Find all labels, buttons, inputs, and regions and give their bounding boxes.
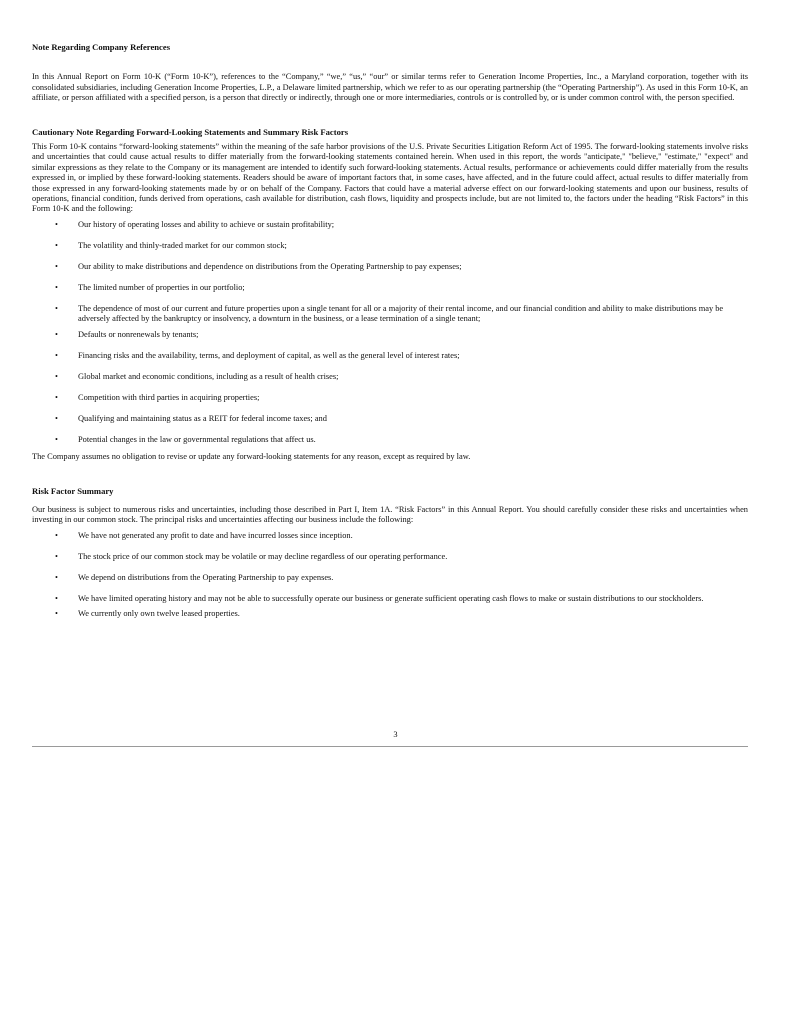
bullet-glyph: • bbox=[55, 572, 58, 582]
bullet-glyph: • bbox=[55, 392, 58, 402]
list-item bbox=[32, 304, 748, 325]
bullet-glyph: • bbox=[55, 413, 58, 423]
list-item bbox=[32, 220, 748, 230]
list-item bbox=[32, 552, 748, 562]
page-number: 3 bbox=[393, 730, 398, 739]
bullet-glyph: • bbox=[55, 240, 58, 250]
bullet-glyph: • bbox=[55, 219, 58, 229]
list-item bbox=[32, 372, 748, 382]
bullet-glyph: • bbox=[55, 303, 58, 313]
list-item-text: Our ability to make distributions and dependence on distributions from the Operating Partnership to pay expenses; bbox=[78, 261, 462, 271]
note-paragraph: In this Annual Report on Form 10-K (“Form 10-K”), references to the “Company,” “we,” “us,” “our” or similar terms refer to Generation Income Properties, Inc., a Maryland corporation, together with its consolidated subsidiaries, including Generation Income Properties, L.P., a Delaware limited partnership, which we refer to as our operating partnership (the “Operating Partnership”). As used in this Form 10-K, an affiliate, or person affiliated with a specified person, is a person that directly or indirectly, through one or more intermediaries, controls or is controlled by, or is under common control with, the person specified. bbox=[32, 72, 748, 103]
bullet-glyph: • bbox=[55, 434, 58, 444]
bullet-glyph: • bbox=[55, 350, 58, 360]
list-item-text: We have limited operating history and may not be able to successfully operate our business or generate sufficient operating cash flows to make or sustain distributions to our stockholders. bbox=[78, 593, 704, 603]
footer-divider bbox=[32, 746, 748, 747]
list-item bbox=[32, 609, 748, 619]
bullet-glyph: • bbox=[55, 530, 58, 540]
list-item bbox=[32, 351, 748, 361]
list-item bbox=[32, 435, 748, 445]
list-item-text: Our history of operating losses and ability to achieve or sustain profitability; bbox=[78, 219, 335, 229]
list-item-text: We currently only own twelve leased properties. bbox=[78, 609, 240, 619]
list-item-text: The limited number of properties in our portfolio; bbox=[78, 282, 245, 292]
list-item bbox=[32, 393, 748, 403]
list-item-text: The dependence of most of our current and future properties upon a single tenant for all or a majority of their rental income, and our financial condition and ability to make distributions may be adversely affected by the bankruptcy or insolvency, a downturn in the business, or a lease termination of a single tenant; bbox=[78, 303, 724, 324]
cautionary-paragraph: This Form 10-K contains “forward-looking statements” within the meaning of the safe harbor provisions of the U.S. Private Securities Litigation Reform Act of 1995. The forward-looking statements involve risks and uncertainties that could cause actual results to differ materially from the forward-looking statements contained herein. When used in this report, the words "anticipate," "believe," "estimate," "expect" and similar expressions as they relate to the Company or its management are intended to identify such forward-looking statements. Actual results, performance or achievements could differ materially from the results expressed in, or implied by these forward-looking statements. Readers should be aware of important factors that, in some cases, have affected, and in the future could affect, actual results to differ materially from those expressed in any forward-looking statements made by or on behalf of the Company. Factors that could have a material adverse effect on our forward-looking statements and upon our business, results of operations, financial condition, funds derived from operations, cash available for distribution, cash flows, liquidity and prospects include, but are not limited to, the factors under the heading “Risk Factors” in this Form 10-K and the following: bbox=[32, 142, 748, 214]
list-item-text: Competition with third parties in acquiring properties; bbox=[78, 392, 260, 402]
cautionary-heading: Cautionary Note Regarding Forward-Looking Statements and Summary Risk Factors bbox=[32, 126, 349, 137]
list-item-text: Financing risks and the availability, terms, and deployment of capital, as well as the general level of interest rates; bbox=[78, 350, 460, 360]
bullet-glyph: • bbox=[55, 371, 58, 381]
bullet-glyph: • bbox=[55, 609, 58, 619]
list-item-text: We have not generated any profit to date and have incurred losses since inception. bbox=[78, 530, 353, 540]
list-item bbox=[32, 283, 748, 293]
bullet-glyph: • bbox=[55, 282, 58, 292]
document-page bbox=[32, 42, 748, 620]
list-item-text: Qualifying and maintaining status as a REIT for federal income taxes; and bbox=[78, 413, 327, 423]
cautionary-closing: The Company assumes no obligation to revise or update any forward-looking statements for any reason, except as required by law. bbox=[32, 452, 471, 462]
bullet-glyph: • bbox=[55, 593, 58, 603]
risk-summary-paragraph: Our business is subject to numerous risks and uncertainties, including those described in Part I, Item 1A. “Risk Factors” in this Annual Report. You should carefully consider these risks and uncertainties when investing in our common stock. The principal risks and uncertainties affecting our business include the following: bbox=[32, 504, 748, 525]
list-item bbox=[32, 594, 748, 604]
list-item-text: Defaults or nonrenewals by tenants; bbox=[78, 329, 199, 339]
bullet-glyph: • bbox=[55, 551, 58, 561]
list-item bbox=[32, 573, 748, 583]
list-item bbox=[32, 262, 748, 272]
list-item bbox=[32, 531, 748, 541]
list-item-text: The stock price of our common stock may be volatile or may decline regardless of our operating performance. bbox=[78, 551, 448, 561]
bullet-glyph: • bbox=[55, 261, 58, 271]
forward-looking-factors-list bbox=[32, 220, 748, 445]
bullet-glyph: • bbox=[55, 329, 58, 339]
note-heading: Note Regarding Company References bbox=[32, 42, 171, 52]
principal-risks-list bbox=[32, 531, 748, 620]
risk-summary-heading: Risk Factor Summary bbox=[32, 485, 114, 496]
list-item-text: Potential changes in the law or governmental regulations that affect us. bbox=[78, 434, 316, 444]
list-item-text: The volatility and thinly-traded market for our common stock; bbox=[78, 240, 287, 250]
list-item bbox=[32, 414, 748, 424]
list-item bbox=[32, 241, 748, 251]
list-item bbox=[32, 330, 748, 340]
list-item-text: We depend on distributions from the Operating Partnership to pay expenses. bbox=[78, 572, 334, 582]
list-item-text: Global market and economic conditions, including as a result of health crises; bbox=[78, 371, 339, 381]
